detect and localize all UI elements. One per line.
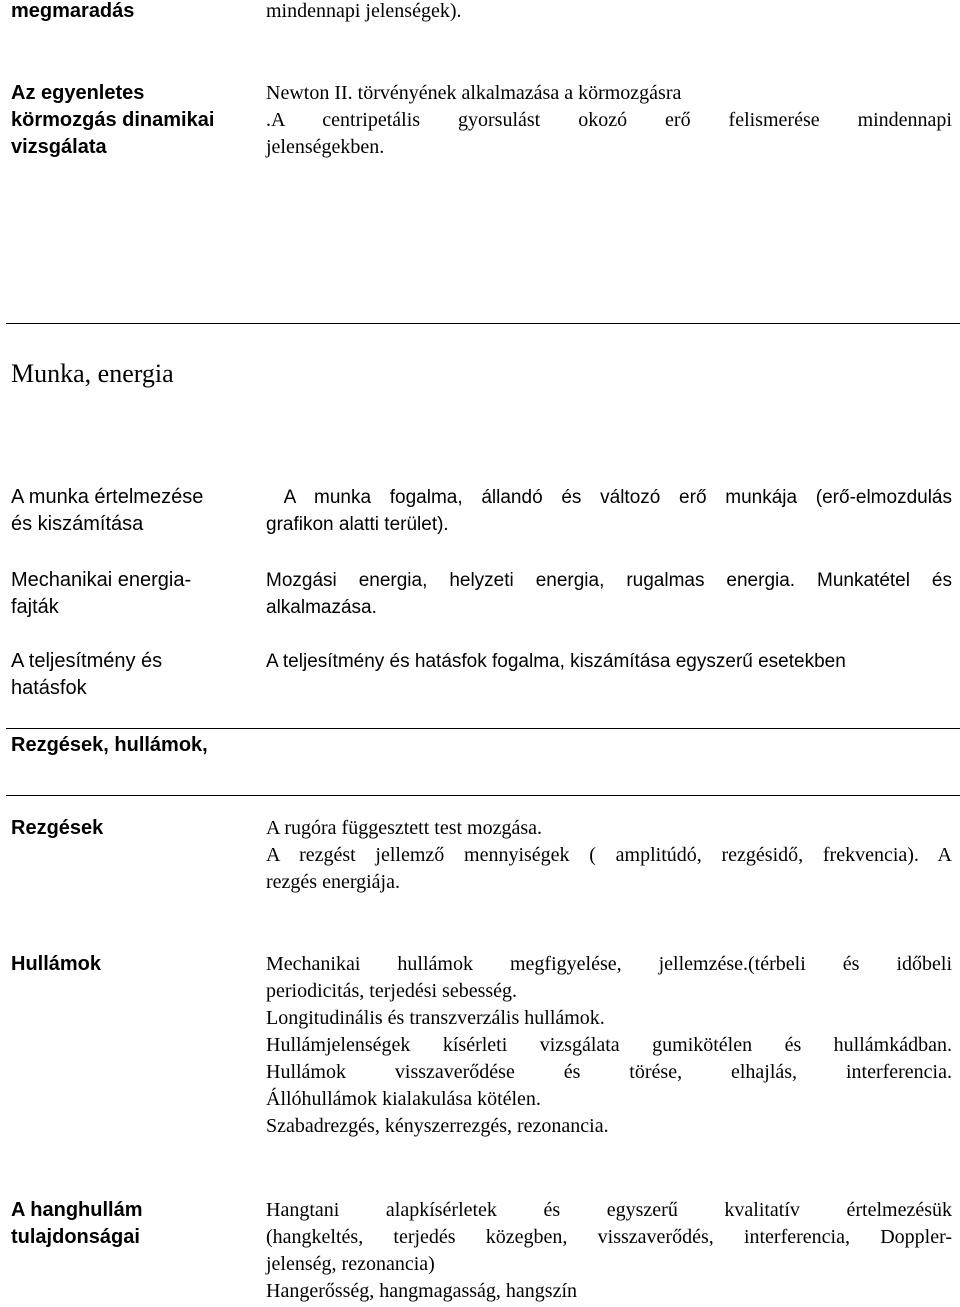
text-line: grafikon alatti terület). (266, 514, 449, 535)
label-line: és kiszámítása (11, 513, 144, 535)
topic-label-teljesitmeny (11, 648, 243, 702)
text-line: A munka fogalma, állandó és változó erő munkája (erő-elmozdulás (266, 487, 952, 508)
label-line: A teljesítmény és (11, 650, 163, 672)
text-line: Hangerősség, hangmagasság, hangszín (266, 1280, 578, 1302)
label-line: körmozgás dinamikai (11, 109, 215, 131)
text-line: A teljesítmény és hatásfok fogalma, kiszámítása egyszerű esetekben (266, 651, 846, 672)
topic-label-rezgesek: Rezgések (11, 817, 104, 839)
text-line: Állóhullámok kialakulása kötélen. (266, 1088, 541, 1110)
text-line: Hangtani alapkísérletek és egyszerű kvalitatív értelmezésük (266, 1199, 952, 1221)
topic-label-energiafajtak (11, 567, 243, 621)
topic-text-kormozgas (266, 80, 952, 161)
text-line: Hullámok visszaverődése és törése, elhajlás, interferencia. (266, 1061, 952, 1083)
label-line: vizsgálata (11, 136, 107, 158)
topic-text-energiafajtak (266, 567, 952, 621)
label-line: Az egyenletes (11, 82, 145, 104)
text-line: alkalmazása. (266, 597, 377, 618)
text-line: jelenségekben. (266, 136, 385, 158)
text-line: Szabadrezgés, kényszerrezgés, rezonancia. (266, 1115, 609, 1137)
label-line: fajták (11, 596, 59, 618)
topic-text-munka (266, 484, 952, 538)
text-line: rezgés energiája. (266, 871, 400, 893)
topic-text-rezgesek (266, 815, 952, 896)
text-line: periodicitás, terjedési sebesség. (266, 980, 518, 1002)
text-line: .A centripetális gyorsulást okozó erő felismerése mindennapi (266, 109, 952, 131)
section-divider (6, 323, 960, 324)
label-line: tulajdonságai (11, 1226, 140, 1248)
topic-text-teljesitmeny (266, 648, 952, 675)
text-line: A rezgést jellemző mennyiségek ( amplitúdó, rezgésidő, frekvencia). A (266, 844, 952, 866)
text-line: A rugóra függesztett test mozgása. (266, 817, 543, 839)
label-line: hatásfok (11, 677, 87, 699)
topic-text-hullamok (266, 951, 952, 1140)
text-line: (hangkeltés, terjedés közegben, visszaverődés, interferencia, Doppler- (266, 1226, 952, 1248)
text-line: jelenség, rezonancia) (266, 1253, 435, 1275)
label-line: A munka értelmezése (11, 486, 204, 508)
topic-label-hanghullam (11, 1197, 243, 1251)
topic-label-kormozgas (11, 80, 243, 161)
topic-label-megmaradas: megmaradás (11, 0, 135, 22)
section-divider (6, 728, 960, 729)
topic-label-munka (11, 484, 243, 538)
topic-text-megmaradas: mindennapi jelenségek). (266, 0, 462, 22)
section-divider (6, 795, 960, 796)
text-line: Hullámjelenségek kísérleti vizsgálata gumikötélen és hullámkádban. (266, 1034, 952, 1056)
text-line: Newton II. törvényének alkalmazása a körmozgásra (266, 82, 682, 104)
text-line: Longitudinális és transzverzális hullámok. (266, 1007, 605, 1029)
topic-label-hullamok: Hullámok (11, 953, 102, 975)
text-line: Mechanikai hullámok megfigyelése, jellemzése.(térbeli és időbeli (266, 953, 952, 975)
label-line: A hanghullám (11, 1199, 143, 1221)
label-line: Mechanikai energia- (11, 569, 192, 591)
topic-text-hanghullam (266, 1197, 952, 1305)
section-title-munka: Munka, energia (11, 359, 174, 388)
text-line: Mozgási energia, helyzeti energia, rugalmas energia. Munkatétel és (266, 570, 952, 591)
section-title-rezgesek-hullamok: Rezgések, hullámok, (11, 734, 208, 756)
